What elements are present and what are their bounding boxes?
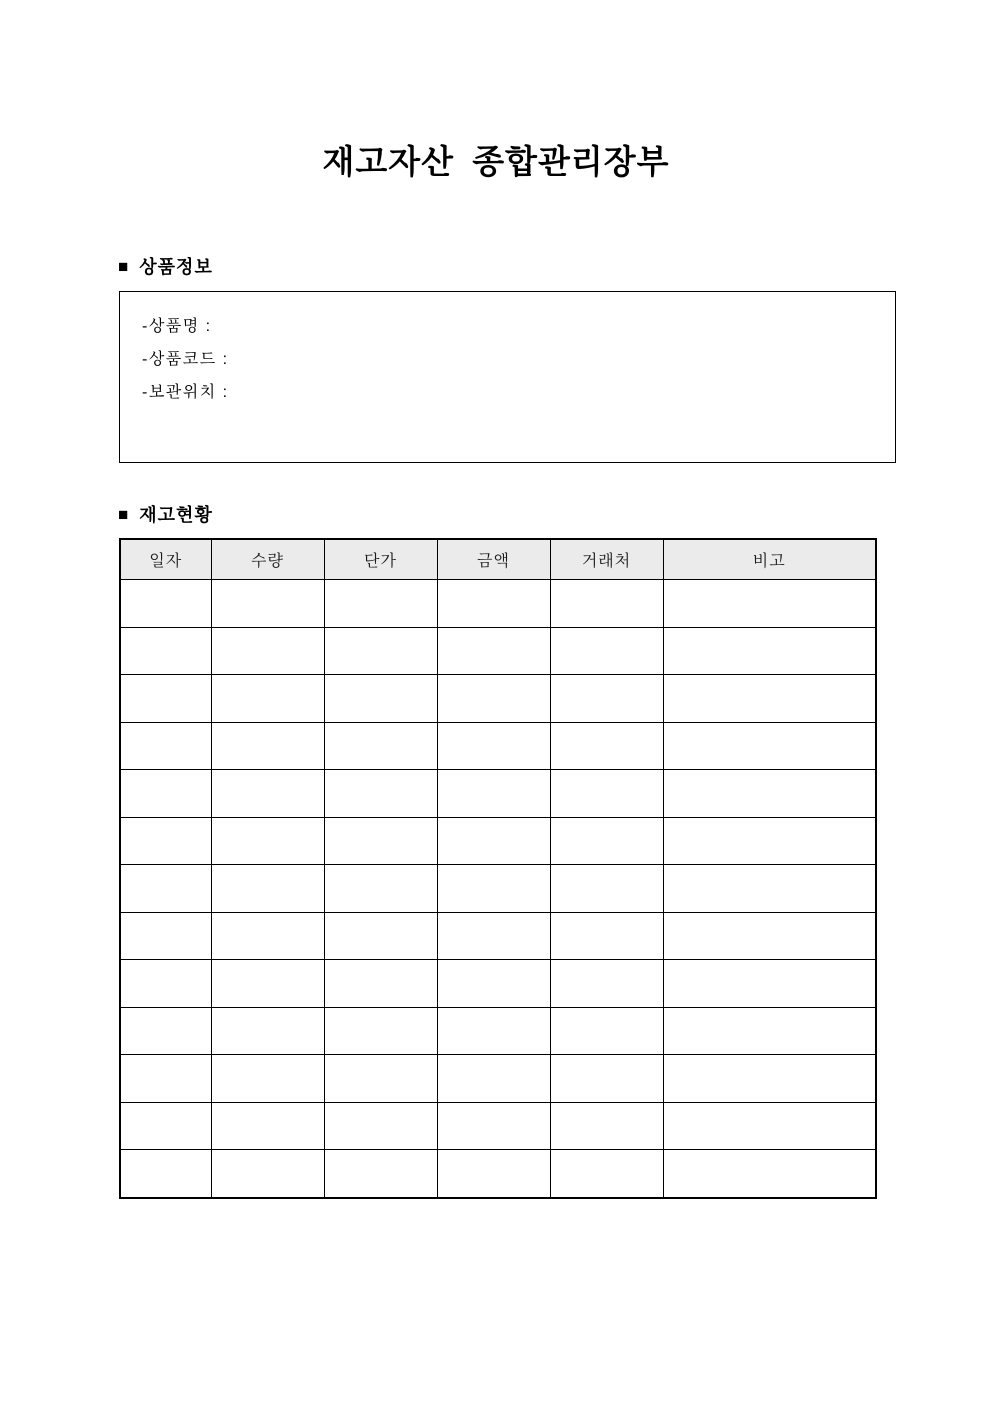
table-cell-r11-c2 (324, 1102, 437, 1150)
table-cell-r5-c4 (550, 817, 663, 865)
table-cell-r0-c0 (120, 580, 211, 628)
table-cell-r11-c4 (550, 1102, 663, 1150)
section-bullet-icon: ■ (118, 256, 130, 276)
table-row-2 (120, 675, 876, 723)
table-cell-r0-c1 (211, 580, 324, 628)
table-cell-r2-c0 (120, 675, 211, 723)
table-cell-r10-c0 (120, 1055, 211, 1103)
table-cell-r11-c0 (120, 1102, 211, 1150)
section-heading-inventory-status-label: 재고현황 (139, 505, 213, 525)
column-header-3: 금액 (437, 539, 550, 580)
column-header-4: 거래처 (550, 539, 663, 580)
table-cell-r4-c2 (324, 770, 437, 818)
table-cell-r8-c4 (550, 960, 663, 1008)
table-cell-r1-c1 (211, 627, 324, 675)
table-cell-r10-c4 (550, 1055, 663, 1103)
table-cell-r9-c1 (211, 1007, 324, 1055)
table-cell-r7-c0 (120, 912, 211, 960)
product-info-box (119, 291, 896, 463)
table-cell-r1-c4 (550, 627, 663, 675)
table-cell-r8-c2 (324, 960, 437, 1008)
table-cell-r10-c3 (437, 1055, 550, 1103)
product-field-label: -상품명 : (142, 318, 212, 335)
table-cell-r11-c1 (211, 1102, 324, 1150)
table-cell-r2-c4 (550, 675, 663, 723)
table-cell-r12-c5 (663, 1150, 876, 1198)
table-cell-r5-c0 (120, 817, 211, 865)
column-header-5: 비고 (663, 539, 876, 580)
table-cell-r8-c0 (120, 960, 211, 1008)
table-cell-r1-c3 (437, 627, 550, 675)
table-cell-r3-c1 (211, 722, 324, 770)
table-cell-r2-c5 (663, 675, 876, 723)
table-cell-r10-c1 (211, 1055, 324, 1103)
product-field-label: -보관위치 : (142, 384, 229, 401)
table-cell-r6-c1 (211, 865, 324, 913)
table-cell-r6-c4 (550, 865, 663, 913)
table-cell-r8-c3 (437, 960, 550, 1008)
table-cell-r12-c1 (211, 1150, 324, 1198)
product-field-line-2 (142, 376, 895, 409)
table-row-10 (120, 1055, 876, 1103)
table-cell-r9-c3 (437, 1007, 550, 1055)
table-cell-r5-c3 (437, 817, 550, 865)
table-cell-r12-c4 (550, 1150, 663, 1198)
table-cell-r5-c2 (324, 817, 437, 865)
table-row-8 (120, 960, 876, 1008)
section-heading-product-info-label: 상품정보 (139, 257, 213, 277)
table-row-1 (120, 627, 876, 675)
table-cell-r4-c1 (211, 770, 324, 818)
table-cell-r5-c1 (211, 817, 324, 865)
column-header-1: 수량 (211, 539, 324, 580)
section-heading-inventory-status (118, 501, 213, 527)
table-cell-r0-c2 (324, 580, 437, 628)
table-cell-r1-c0 (120, 627, 211, 675)
table-cell-r11-c3 (437, 1102, 550, 1150)
table-cell-r4-c4 (550, 770, 663, 818)
table-cell-r6-c2 (324, 865, 437, 913)
table-row-4 (120, 770, 876, 818)
table-cell-r2-c3 (437, 675, 550, 723)
table-cell-r3-c4 (550, 722, 663, 770)
product-field-line-1 (142, 343, 895, 376)
table-cell-r1-c2 (324, 627, 437, 675)
table-cell-r7-c4 (550, 912, 663, 960)
table-row-12 (120, 1150, 876, 1198)
section-heading-product-info (118, 253, 213, 279)
product-field-label: -상품코드 : (142, 351, 229, 368)
table-cell-r4-c5 (663, 770, 876, 818)
table-cell-r3-c5 (663, 722, 876, 770)
table-row-3 (120, 722, 876, 770)
table-cell-r2-c1 (211, 675, 324, 723)
table-cell-r0-c5 (663, 580, 876, 628)
table-cell-r7-c1 (211, 912, 324, 960)
table-cell-r6-c5 (663, 865, 876, 913)
table-cell-r10-c5 (663, 1055, 876, 1103)
table-cell-r9-c0 (120, 1007, 211, 1055)
table-row-11 (120, 1102, 876, 1150)
table-cell-r3-c3 (437, 722, 550, 770)
table-row-7 (120, 912, 876, 960)
column-header-0: 일자 (120, 539, 211, 580)
table-cell-r3-c2 (324, 722, 437, 770)
table-cell-r4-c0 (120, 770, 211, 818)
table-row-9 (120, 1007, 876, 1055)
table-cell-r12-c0 (120, 1150, 211, 1198)
table-cell-r12-c3 (437, 1150, 550, 1198)
document-title: 재고자산 종합관리장부 (322, 143, 670, 180)
column-header-2: 단가 (324, 539, 437, 580)
table-cell-r12-c2 (324, 1150, 437, 1198)
table-cell-r3-c0 (120, 722, 211, 770)
table-row-0 (120, 580, 876, 628)
table-cell-r5-c5 (663, 817, 876, 865)
table-cell-r10-c2 (324, 1055, 437, 1103)
section-bullet-icon: ■ (118, 504, 130, 524)
inventory-table (119, 538, 877, 1199)
table-cell-r11-c5 (663, 1102, 876, 1150)
table-row-6 (120, 865, 876, 913)
table-cell-r0-c4 (550, 580, 663, 628)
product-field-line-0 (142, 310, 895, 343)
table-cell-r7-c2 (324, 912, 437, 960)
table-cell-r6-c3 (437, 865, 550, 913)
table-header-row (120, 539, 876, 580)
table-cell-r9-c4 (550, 1007, 663, 1055)
table-cell-r0-c3 (437, 580, 550, 628)
table-cell-r9-c5 (663, 1007, 876, 1055)
table-cell-r7-c3 (437, 912, 550, 960)
table-cell-r2-c2 (324, 675, 437, 723)
table-cell-r1-c5 (663, 627, 876, 675)
table-cell-r7-c5 (663, 912, 876, 960)
table-cell-r8-c1 (211, 960, 324, 1008)
table-cell-r4-c3 (437, 770, 550, 818)
table-cell-r8-c5 (663, 960, 876, 1008)
table-cell-r6-c0 (120, 865, 211, 913)
table-row-5 (120, 817, 876, 865)
table-cell-r9-c2 (324, 1007, 437, 1055)
